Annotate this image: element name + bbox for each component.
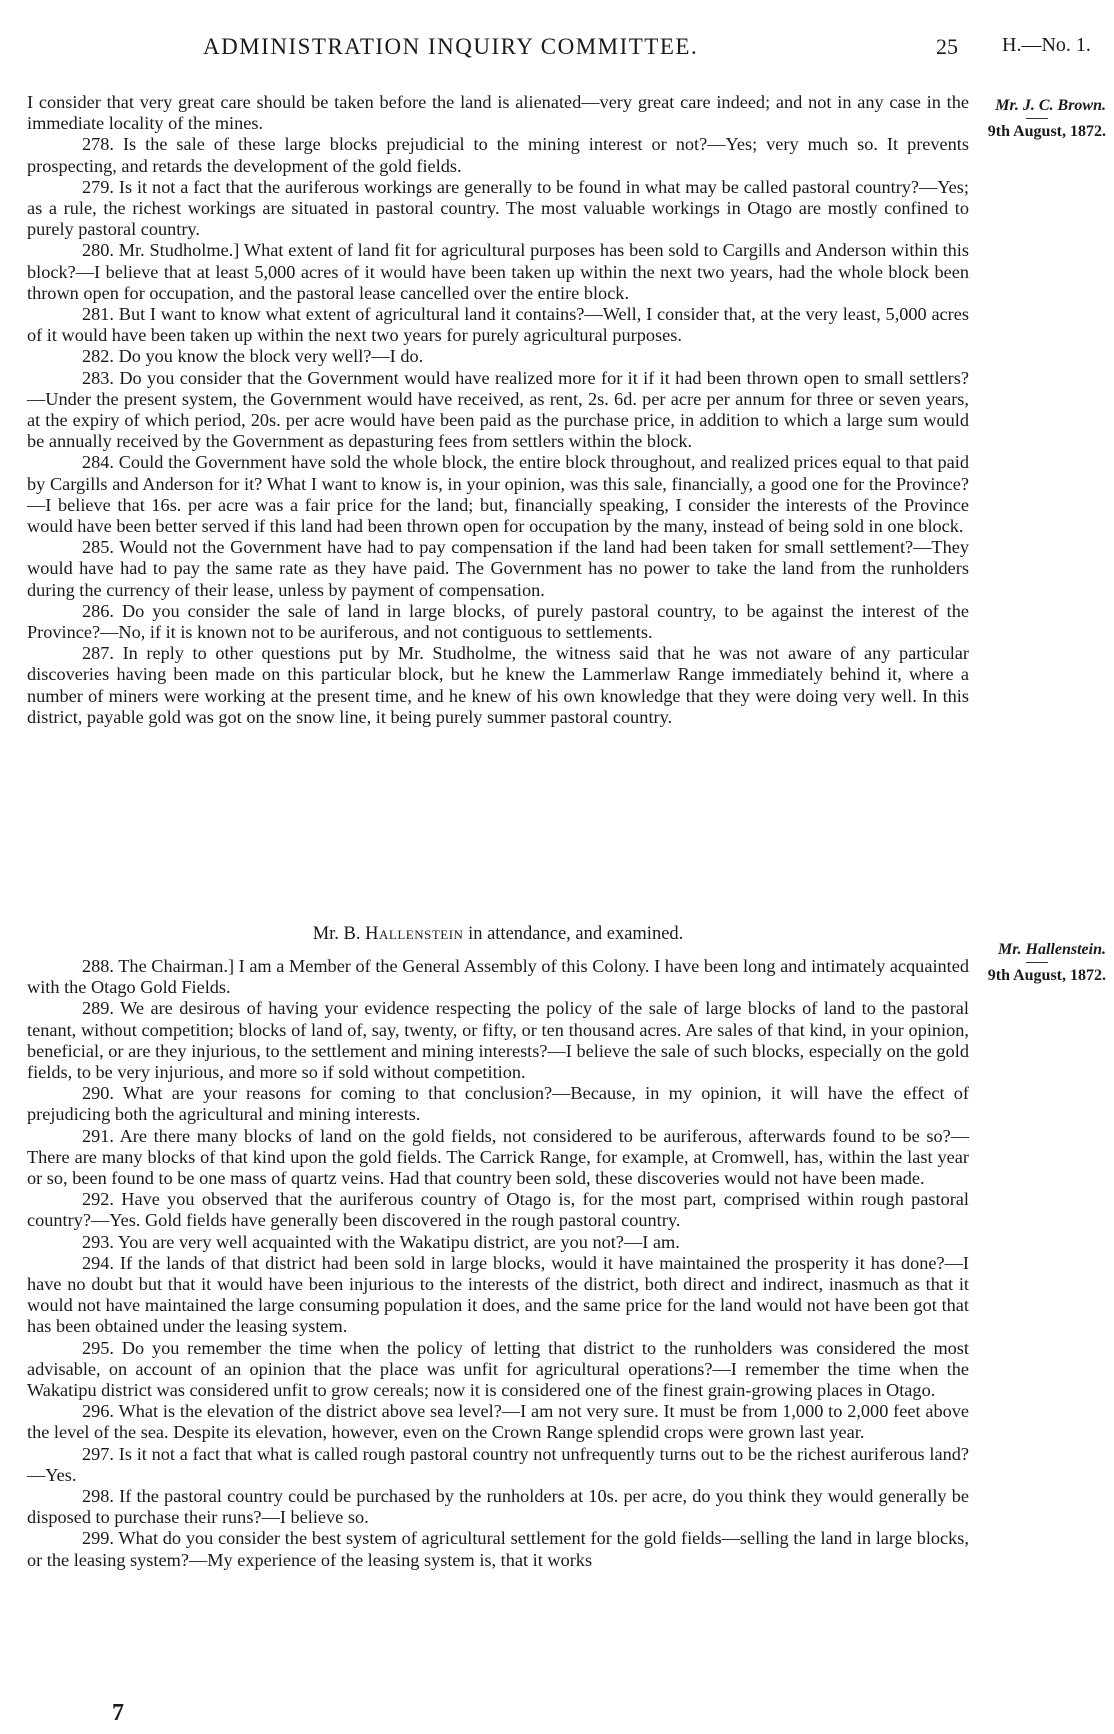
paragraph: 286. Do you consider the sale of land in large blocks, of purely pastoral country, to be against the interest of the Province?—No, if it is known not to be auriferous, and not contiguous to settlements. (27, 600, 969, 643)
testimony-section-brown (27, 92, 969, 728)
printer-signature-mark: 7 (112, 1700, 124, 1726)
testimony-section-hallenstein (27, 956, 969, 1571)
running-title: ADMINISTRATION INQUIRY COMMITTEE. (203, 34, 699, 59)
paragraph: 282. Do you know the block very well?—I do. (82, 346, 424, 367)
paragraph: 289. We are desirous of having your evidence respecting the policy of the sale of large blocks of land to the pastoral tenant, without competition; blocks of land of, say, twenty, or fifty, or ten thousand acres. Are sales of that kind, in your opinion, beneficial, or are they injurious, to the settlement and mining interests?—I believe the sale of such blocks, especially on the gold fields, to be very injurious, and more so if sold without competition. (27, 998, 969, 1083)
margin-rule (1026, 118, 1048, 119)
paragraph: 298. If the pastoral country could be purchased by the runholders at 10s. per acre, do you think they would generally be disposed to purchase their runs?—I believe so. (27, 1486, 969, 1528)
margin-note-witness-2 (956, 940, 1106, 985)
paragraph: 299. What do you consider the best system of agricultural settlement for the gold fields—selling the land in large blocks, or the leasing system?—My experience of the leasing system is, that it works (27, 1528, 969, 1570)
paragraph: 283. Do you consider that the Government would have realized more for it if it had been thrown open to small settlers?—Under the present system, the Government would have received, as rent, 2s. 6d. per acre per annum for three or seven years, at the expiry of which period, 20s. per acre would have been paid as the purchase price, in addition to which a large sum would be annually received by the Government as depasturing fees from settlers within the block. (27, 367, 969, 452)
heading-prefix: Mr. B. (312, 924, 361, 944)
margin-note-witness-1 (956, 96, 1106, 141)
paragraph: 284. Could the Government have sold the whole block, the entire block throughout, and realized prices equal to that paid by Cargills and Anderson for it? What I want to know is, in your opinion, was this sale, financially, a good one for the Province?—I believe that 16s. per acre was a fair price for the land; but, financially speaking, I consider the interests of the Province would have been better served if this land had been thrown open for occupation by the many, instead of being sold in one block. (27, 452, 969, 537)
witness-date: 9th August, 1872. (987, 123, 1106, 140)
paragraph: 294. If the lands of that district had been sold in large blocks, would it have maintained the prosperity it has done?—I have no doubt but that it would have been injurious to the interests of the district, both direct and indirect, inasmuch as that it would not have maintained the large consuming population it does, and the same price for the land would not have been got that has been obtained under the leasing system. (27, 1252, 969, 1337)
paragraph: 291. Are there many blocks of land on the gold fields, not considered to be auriferous, afterwards found to be so?—There are many blocks of that kind upon the gold fields. The Carrick Range, for example, at Cromwell, has, within the last year or so, been found to be one mass of quartz veins. Had that country been sold, these discoveries would not have been made. (27, 1125, 969, 1189)
paragraph: 285. Would not the Government have had to pay compensation if the land had been taken for small settlement?—They would have had to pay the same rate as they have paid. The Government has no power to take the land from the runholders during the currency of their lease, unless by payment of compensation. (27, 537, 969, 600)
paragraph: 296. What is the elevation of the district above sea level?—I am not very sure. It must be from 1,000 to 2,000 feet above the level of the sea. Despite its elevation, however, even on the Crown Range splendid crops were grown last year. (27, 1401, 969, 1443)
page-number: 25 (936, 34, 958, 59)
heading-suffix: in attendance, and examined. (468, 924, 684, 944)
paragraph: 290. What are your reasons for coming to that conclusion?—Because, in my opinion, it will have the effect of prejudicing both the agricultural and mining interests. (27, 1083, 969, 1125)
witness-name: Mr. J. C. Brown. (995, 97, 1106, 114)
paragraph: 279. Is it not a fact that the auriferous workings are generally to be found in what may be called pastoral country?—Yes; as a rule, the richest workings are situated in pastoral country. The most valuable workings in Otago are mostly confined to purely pastoral country. (27, 176, 969, 240)
paragraph: 280. Mr. Studholme.] What extent of land fit for agricultural purposes has been sold to Cargills and Anderson within this block?—I believe that at least 5,000 acres of it would have been taken up within the next two years, had the whole block been thrown open for occupation, and the pastoral lease cancelled over the entire block. (27, 240, 969, 303)
paragraph: 278. Is the sale of these large blocks prejudicial to the mining interest or not?—Yes; very much so. It prevents prospecting, and retards the development of the gold fields. (27, 134, 969, 176)
witness-name: Mr. Hallenstein. (997, 941, 1106, 958)
page-header (0, 30, 1114, 64)
paragraph: I consider that very great care should be taken before the land is alienated—very great care indeed; and not in any case in the immediate locality of the mines. (27, 92, 969, 134)
witness-date: 9th August, 1872. (987, 967, 1106, 984)
document-reference: H.—No. 1. (1002, 34, 1091, 56)
paragraph: 287. In reply to other questions put by Mr. Studholme, the witness said that he was not aware of any particular discoveries having been made on this particular block, but he knew the Lammerlaw Range immediately behind it, where a number of miners were working at the present time, and he knew of his own knowledge that they were doing very well. In this district, payable gold was got on the snow line, it being purely summer pastoral country. (27, 643, 969, 727)
paragraph: 281. But I want to know what extent of agricultural land it contains?—Well, I consider that, at the very least, 5,000 acres of it would have been taken up within the next two years for purely agricultural purposes. (27, 304, 969, 346)
margin-rule (1026, 962, 1048, 963)
paragraph: 292. Have you observed that the auriferous country of Otago is, for the most part, comprised within rough pastoral country?—Yes. Gold fields have generally been discovered in the rough pastoral country. (27, 1189, 969, 1231)
paragraph: 293. You are very well acquainted with the Wakatipu district, are you not?—I am. (82, 1231, 680, 1252)
paragraph: 288. The Chairman.] I am a Member of the General Assembly of this Colony. I have been long and intimately acquainted with the Otago Gold Fields. (27, 956, 969, 998)
paragraph: 295. Do you remember the time when the policy of letting that district to the runholders was considered the most advisable, on account of an opinion that the place was unfit for agricultural operations?—I remember the time when the Wakatipu district was considered unfit to grow cereals; now it is considered one of the finest grain-growing places in Otago. (27, 1337, 969, 1401)
witness-heading (27, 924, 969, 945)
heading-name: Hallenstein (365, 924, 464, 944)
paragraph: 297. Is it not a fact that what is called rough pastoral country not unfrequently turns out to be the richest auriferous land?—Yes. (27, 1443, 969, 1485)
